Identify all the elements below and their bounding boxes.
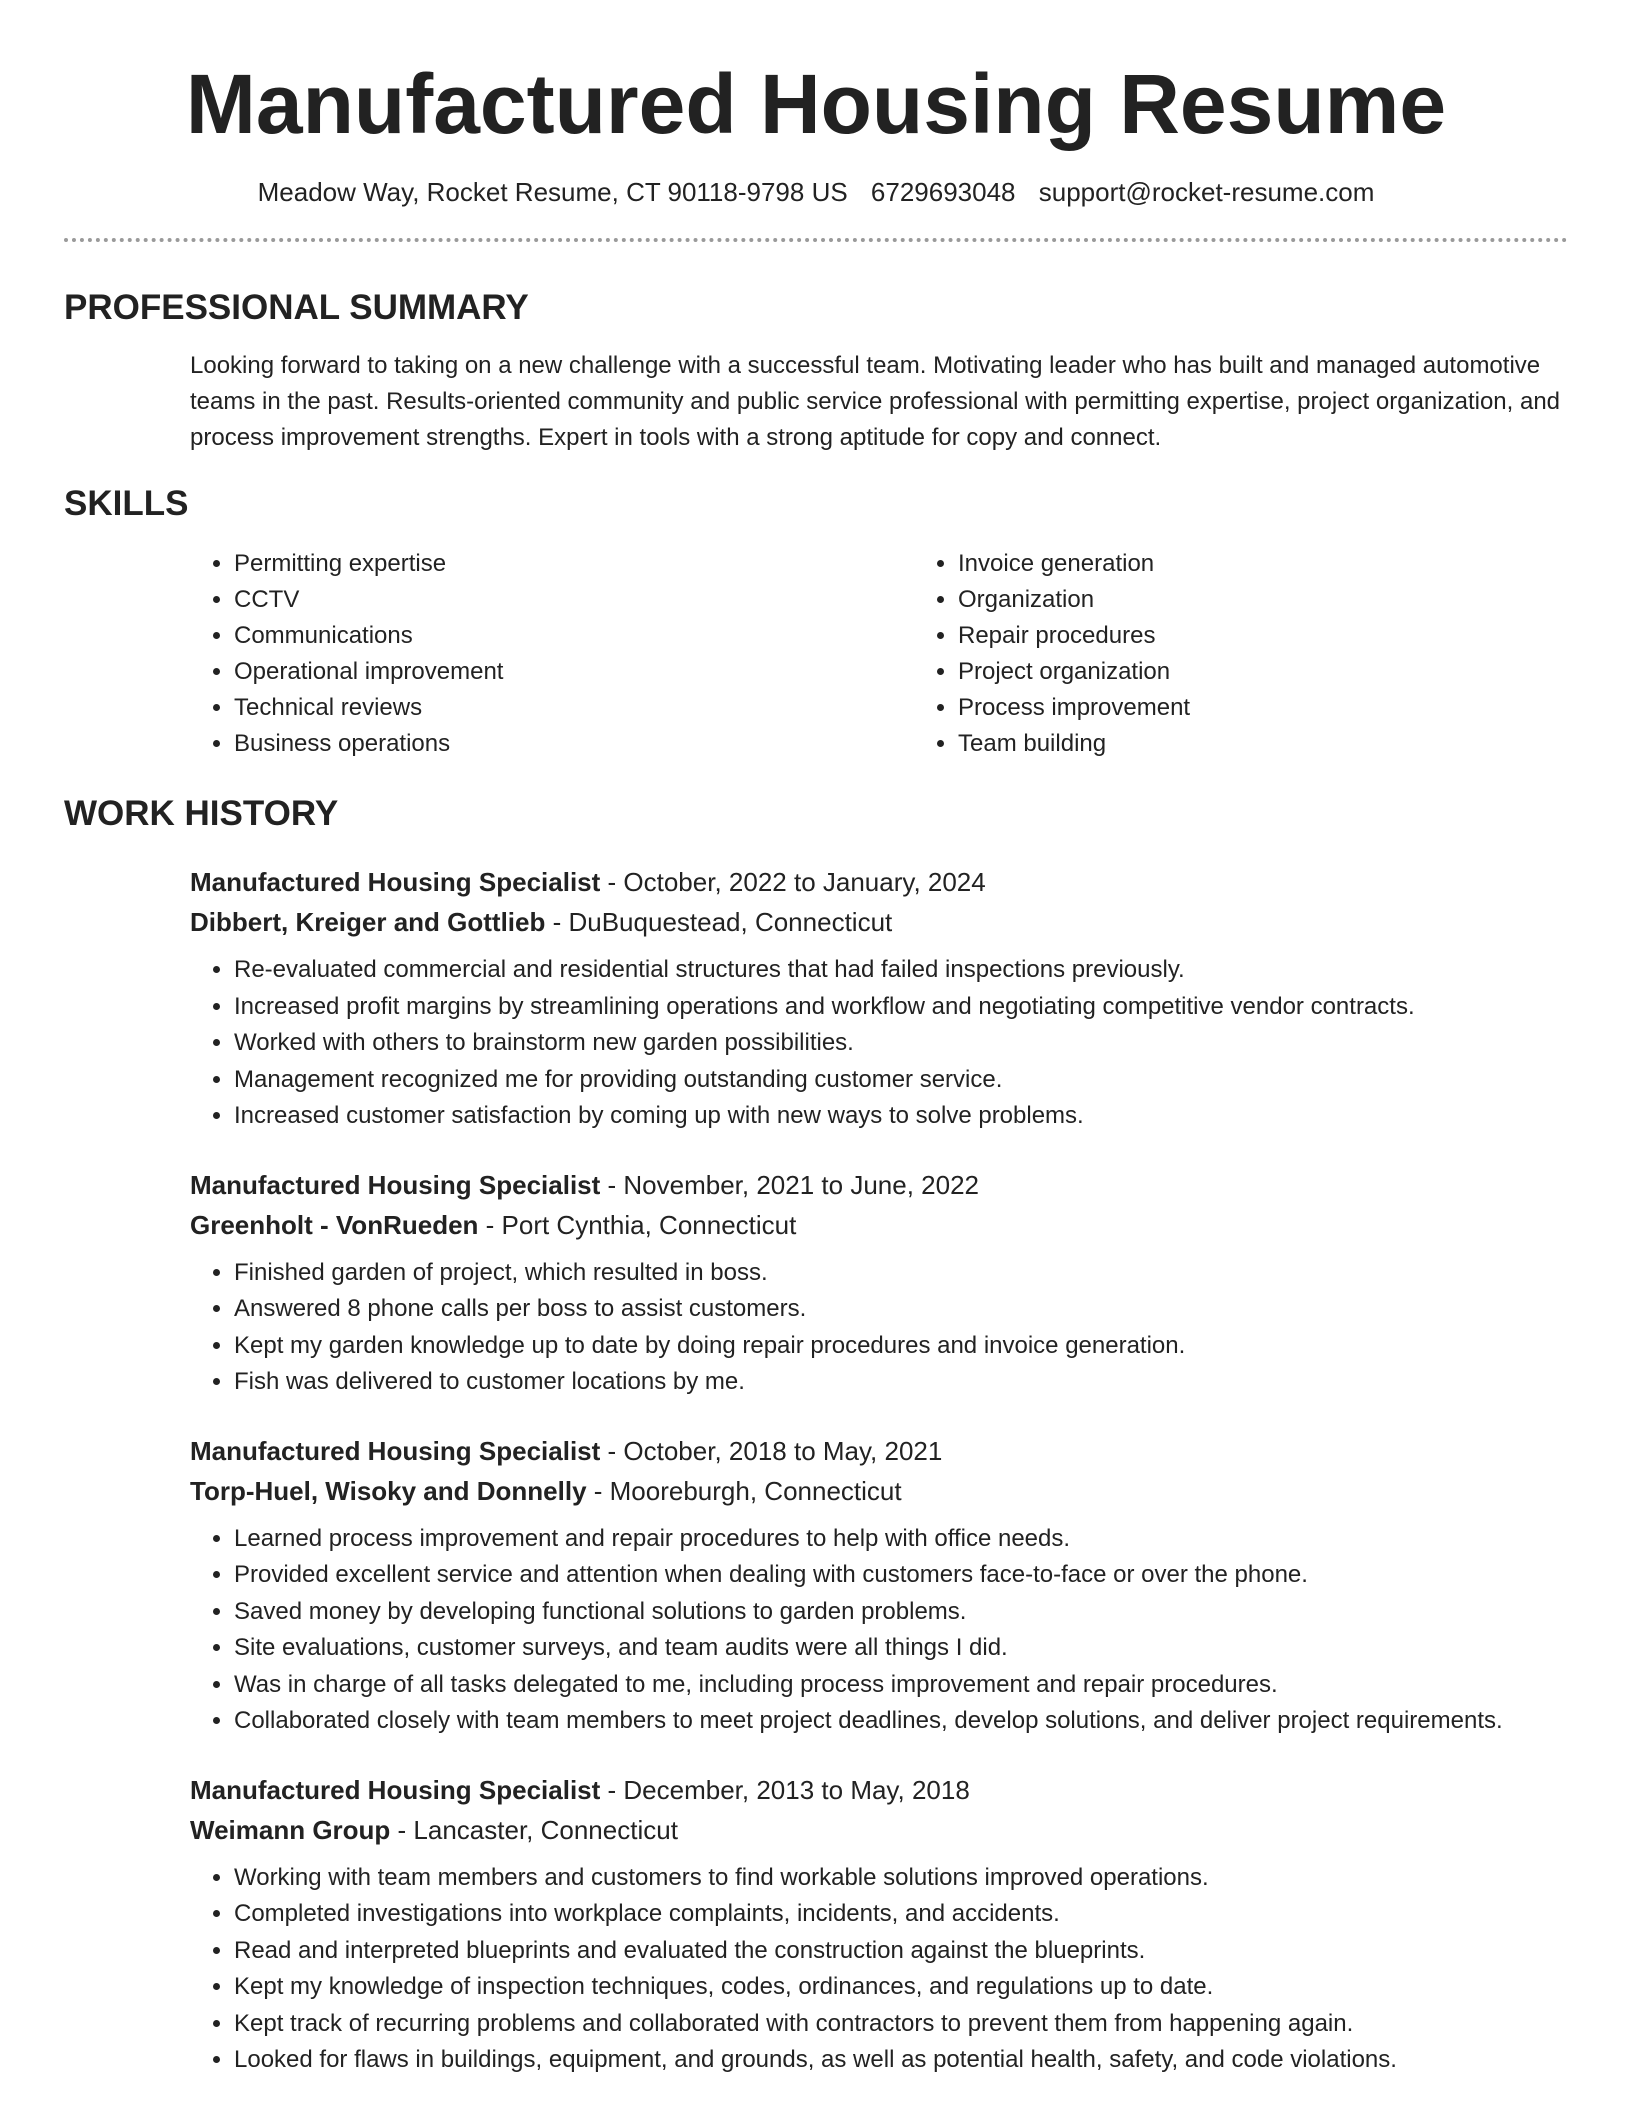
job-bullet: • Read and interpreted blueprints and evaluated the construction against the blueprints.	[234, 1933, 1568, 1970]
job-company: Torp-Huel, Wisoky and Donnelly	[190, 1475, 587, 1506]
job-dates: - October, 2018 to May, 2021	[600, 1435, 943, 1466]
job-title-line	[190, 1770, 1568, 1810]
job-dates: - November, 2021 to June, 2022	[600, 1169, 979, 1200]
job-location: - Port Cynthia, Connecticut	[478, 1209, 797, 1240]
job-bullet: • Was in charge of all tasks delegated to me, including process improvement and repair procedures.	[234, 1667, 1568, 1704]
job-title: Manufactured Housing Specialist	[190, 1435, 601, 1466]
job-dates: - December, 2013 to May, 2018	[600, 1774, 970, 1805]
job-bullet: • Worked with others to brainstorm new garden possibilities.	[234, 1025, 1568, 1062]
job-company-line	[190, 1205, 1568, 1245]
contact-line	[0, 176, 1632, 208]
job-title: Manufactured Housing Specialist	[190, 1169, 601, 1200]
job-title: Manufactured Housing Specialist	[190, 1774, 601, 1805]
job-bullet: • Kept track of recurring problems and collaborated with contractors to prevent them from happening again.	[234, 2006, 1568, 2043]
job-bullet: • Collaborated closely with team members to meet project deadlines, develop solutions, and deliver project requirements.	[234, 1703, 1568, 1740]
job-company: Greenholt - VonRueden	[190, 1209, 479, 1240]
job-entry	[190, 862, 1568, 1135]
job-location: - Lancaster, Connecticut	[390, 1814, 678, 1845]
job-title-line	[190, 1165, 1568, 1205]
skill-item: • Permitting expertise	[234, 546, 914, 582]
contact-phone: 6729693048	[870, 177, 1016, 207]
job-bullet: • Increased customer satisfaction by coming up with new ways to solve problems.	[234, 1098, 1568, 1135]
job-title-line	[190, 862, 1568, 902]
skills-list	[190, 546, 1568, 762]
job-company-line	[190, 902, 1568, 942]
job-bullet: • Working with team members and customers to find workable solutions improved operations.	[234, 1860, 1568, 1897]
job-bullet: • Learned process improvement and repair procedures to help with office needs.	[234, 1521, 1568, 1558]
skill-item: • Operational improvement	[234, 654, 914, 690]
job-location: - Mooreburgh, Connecticut	[586, 1475, 902, 1506]
job-bullet: • Saved money by developing functional solutions to garden problems.	[234, 1594, 1568, 1631]
skills-heading: SKILLS	[64, 484, 189, 523]
skill-item: • Business operations	[234, 726, 914, 762]
job-location: - DuBuquestead, Connecticut	[545, 907, 893, 937]
resume-title: Manufactured Housing Resume	[185, 57, 1447, 151]
job-dates: - October, 2022 to January, 2024	[600, 867, 986, 897]
job-bullet: • Looked for flaws in buildings, equipment, and grounds, as well as potential health, safety, and code violations.	[234, 2042, 1568, 2079]
job-bullet: • Kept my knowledge of inspection techniques, codes, ordinances, and regulations up to date.	[234, 1969, 1568, 2006]
summary-heading: PROFESSIONAL SUMMARY	[64, 288, 529, 327]
skill-item: • Invoice generation	[958, 546, 1190, 582]
contact-email: support@rocket-resume.com	[1038, 177, 1375, 207]
skill-item: • Technical reviews	[234, 690, 914, 726]
contact-address: Meadow Way, Rocket Resume, CT 90118-9798 US	[257, 177, 848, 207]
job-title: Manufactured Housing Specialist	[190, 867, 601, 897]
skills-column-right	[914, 546, 1190, 762]
job-bullet: • Site evaluations, customer surveys, and team audits were all things I did.	[234, 1630, 1568, 1667]
job-entry	[190, 1165, 1568, 1401]
job-bullets	[190, 1255, 1568, 1401]
job-bullet: • Re-evaluated commercial and residential structures that had failed inspections previously.	[234, 952, 1568, 989]
job-title-line	[190, 1431, 1568, 1471]
job-company-line	[190, 1471, 1568, 1511]
job-bullet: • Management recognized me for providing outstanding customer service.	[234, 1062, 1568, 1099]
job-bullets	[190, 952, 1568, 1135]
job-bullets	[190, 1521, 1568, 1740]
job-bullet: • Fish was delivered to customer locations by me.	[234, 1364, 1568, 1401]
job-company: Weimann Group	[190, 1814, 391, 1845]
job-bullet: • Completed investigations into workplace complaints, incidents, and accidents.	[234, 1896, 1568, 1933]
skill-item: • Organization	[958, 582, 1190, 618]
skill-item: • Repair procedures	[958, 618, 1190, 654]
job-bullet: • Increased profit margins by streamlining operations and workflow and negotiating competitive vendor contracts.	[234, 989, 1568, 1026]
job-bullet: • Provided excellent service and attention when dealing with customers face-to-face or over the phone.	[234, 1557, 1568, 1594]
header-divider	[64, 238, 1568, 242]
skill-item: • Communications	[234, 618, 914, 654]
job-bullet: • Answered 8 phone calls per boss to assist customers.	[234, 1291, 1568, 1328]
summary-text: Looking forward to taking on a new challenge with a successful team. Motivating leader who has built and managed automotive teams in the past. Results-oriented community and public service professional with permitting expertise, project organization, and process improvement strengths. Expert in tools with a strong aptitude for copy and connect.	[190, 352, 1561, 451]
job-entry	[190, 1431, 1568, 1740]
job-bullet: • Kept my garden knowledge up to date by doing repair procedures and invoice generation.	[234, 1328, 1568, 1365]
skill-item: • Project organization	[958, 654, 1190, 690]
job-company-line	[190, 1810, 1568, 1850]
skill-item: • Process improvement	[958, 690, 1190, 726]
work-history-heading: WORK HISTORY	[64, 794, 339, 833]
job-company: Dibbert, Kreiger and Gottlieb	[190, 907, 546, 937]
job-bullet: • Finished garden of project, which resulted in boss.	[234, 1255, 1568, 1292]
job-entry	[190, 1770, 1568, 2079]
skill-item: • Team building	[958, 726, 1190, 762]
job-bullets	[190, 1860, 1568, 2079]
skills-column-left	[190, 546, 914, 762]
skill-item: • CCTV	[234, 582, 914, 618]
